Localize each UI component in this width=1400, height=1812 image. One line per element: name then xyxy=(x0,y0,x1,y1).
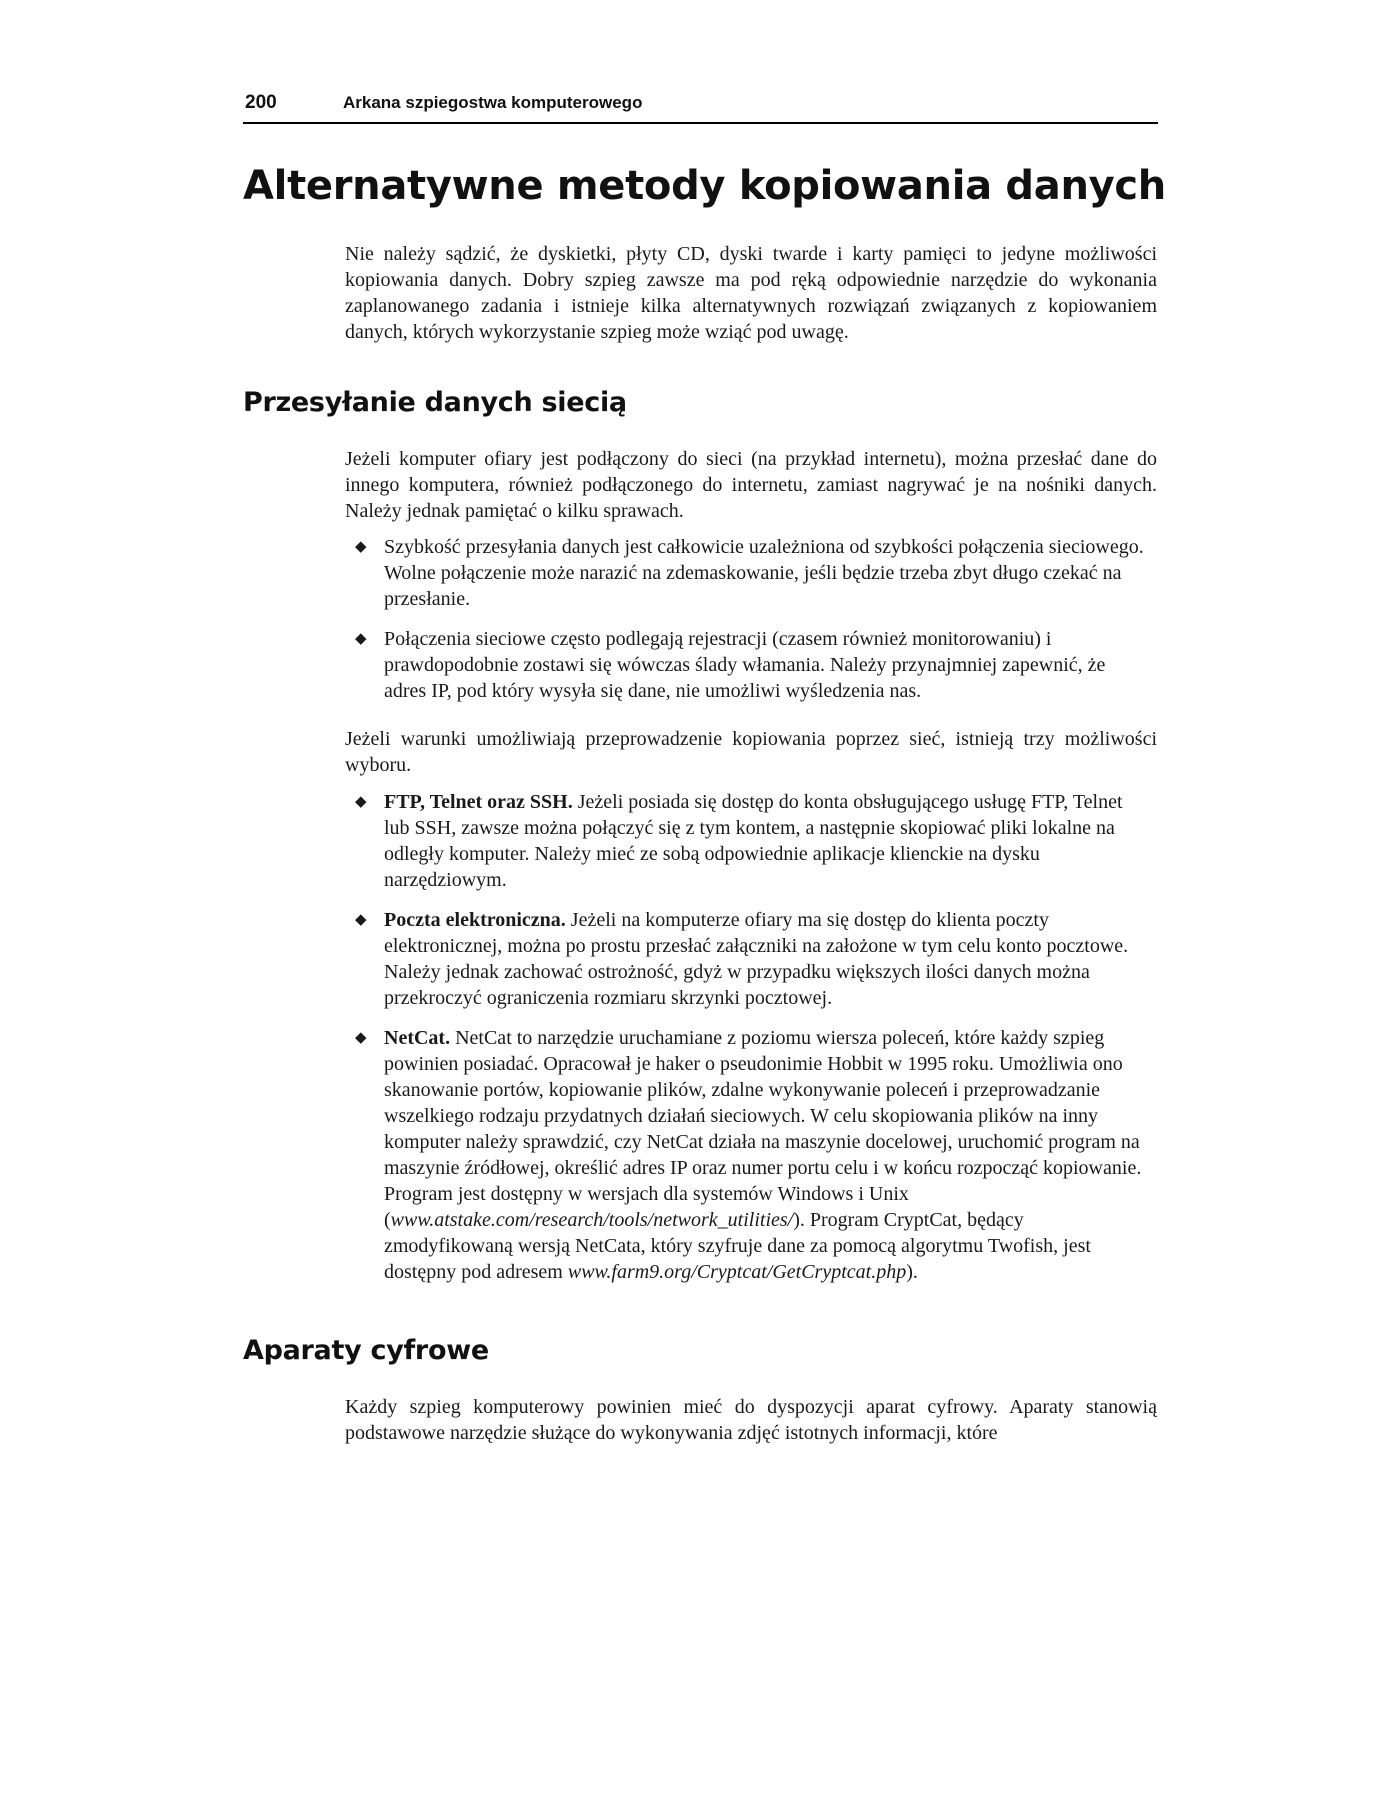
list-item-netcat xyxy=(355,1025,1145,1285)
list-item-ftp xyxy=(355,789,1145,893)
options-paragraph: Jeżeli warunki umożliwiają przeprowadzenie kopiowania poprzez sieć, istnieją trzy możliwości wyboru. xyxy=(345,728,1157,776)
list-item-text: Połączenia sieciowe często podlegają rejestracji (czasem również monitorowaniu) i prawdopodobnie zostawi się wówczas ślady włamania. Należy przynajmniej zapewnić, że adres IP, pod który wysyła się dane, nie umożliwi wyśledzenia nas. xyxy=(384,628,1106,702)
diamond-bullet-icon: ◆ xyxy=(355,1028,367,1046)
list-item xyxy=(355,534,1145,612)
cameras-paragraph: Każdy szpieg komputerowy powinien mieć do dyspozycji aparat cyfrowy. Aparaty stanowią podstawowe narzędzie służące do wykonywania zdjęć istotnych informacji, które xyxy=(345,1396,1157,1444)
list-item-text: Szybkość przesyłania danych jest całkowicie uzależniona od szybkości połączenia sieciowego. Wolne połączenie może narazić na zdemaskowanie, jeśli będzie trzeba zbyt długo czekać na przesłanie. xyxy=(384,536,1144,610)
diamond-bullet-icon: ◆ xyxy=(355,537,367,555)
list-item-text: Jeżeli na komputerze ofiary ma się dostęp do klienta poczty elektronicznej, można po prostu przesłać załączniki na założone w tym celu konto pocztowe. Należy jednak zachować ostrożność, gdyż w przypadku większych ilości danych można przekroczyć ograniczenia rozmiaru skrzynki pocztowej. xyxy=(384,909,1129,1009)
intro-paragraph: Nie należy sądzić, że dyskietki, płyty CD, dyski twarde i karty pamięci to jedyne możliwości kopiowania danych. Dobry szpieg zawsze ma pod ręką odpowiednie narzędzie do wykonania zaplanowanego zadania i istnieje kilka alternatywnych rozwiązań związanych z kopiowaniem danych, których wykorzystanie szpieg może wziąć pod uwagę. xyxy=(345,243,1157,343)
section-heading-network: Przesyłanie danych siecią xyxy=(243,387,627,418)
network-considerations-list xyxy=(355,534,1145,704)
list-item-lead: Poczta elektroniczna. xyxy=(384,909,566,931)
page-number: 200 xyxy=(245,92,277,113)
atstake-url: www.atstake.com/research/tools/network_utilities/ xyxy=(390,1209,794,1231)
diamond-bullet-icon: ◆ xyxy=(355,629,367,647)
list-item-lead: NetCat. xyxy=(384,1027,451,1049)
list-item-text: Jeżeli posiada się dostęp do konta obsługującego usługę FTP, Telnet lub SSH, zawsze można połączyć się z tym kontem, a następnie skopiować pliki lokalne na odległy komputer. Należy mieć ze sobą odpowiednie aplikacje klienckie na dysku narzędziowym. xyxy=(384,791,1123,891)
list-item-text: ). xyxy=(906,1261,918,1283)
transfer-options-list xyxy=(355,789,1145,1285)
diamond-bullet-icon: ◆ xyxy=(355,910,367,928)
network-paragraph: Jeżeli komputer ofiary jest podłączony do sieci (na przykład internetu), można przesłać dane do innego komputera, również podłączonego do internetu, zamiast nagrywać je na nośniki danych. Należy jednak pamiętać o kilku sprawach. xyxy=(345,448,1157,522)
section-heading-cameras: Aparaty cyfrowe xyxy=(243,1335,489,1366)
diamond-bullet-icon: ◆ xyxy=(355,792,367,810)
book-title: Arkana szpiegostwa komputerowego xyxy=(343,93,643,112)
running-header xyxy=(243,92,1158,124)
list-item-text: NetCat to narzędzie uruchamiane z poziomu wiersza poleceń, które każdy szpieg powinien posiadać. Opracował je haker o pseudonimie Hobbit w 1995 roku. Umożliwia ono skanowanie portów, kopiowanie plików, zdalne wykonywanie poleceń i przeprowadzanie wszelkiego rodzaju przydatnych działań sieciowych. W celu skopiowania plików na inny komputer należy sprawdzić, czy NetCat działa na maszynie docelowej, uruchomić program na maszynie źródłowej, określić adres IP oraz numer portu celu i w końcu rozpocząć kopiowanie. Program jest dostępny w wersjach dla systemów Windows i Unix ( xyxy=(384,1027,1142,1231)
list-item-email xyxy=(355,907,1145,1011)
list-item-lead: FTP, Telnet oraz SSH. xyxy=(384,791,573,813)
cryptcat-url: www.farm9.org/Cryptcat/GetCryptcat.php xyxy=(567,1261,907,1283)
list-item xyxy=(355,626,1145,704)
list-item-text: ). Program CryptCat, będący zmodyfikowaną wersją NetCata, który szyfruje dane za pomocą algorytmu Twofish, jest dostępny pod adresem xyxy=(384,1209,1091,1283)
chapter-title: Alternatywne metody kopiowania danych xyxy=(243,163,1166,209)
